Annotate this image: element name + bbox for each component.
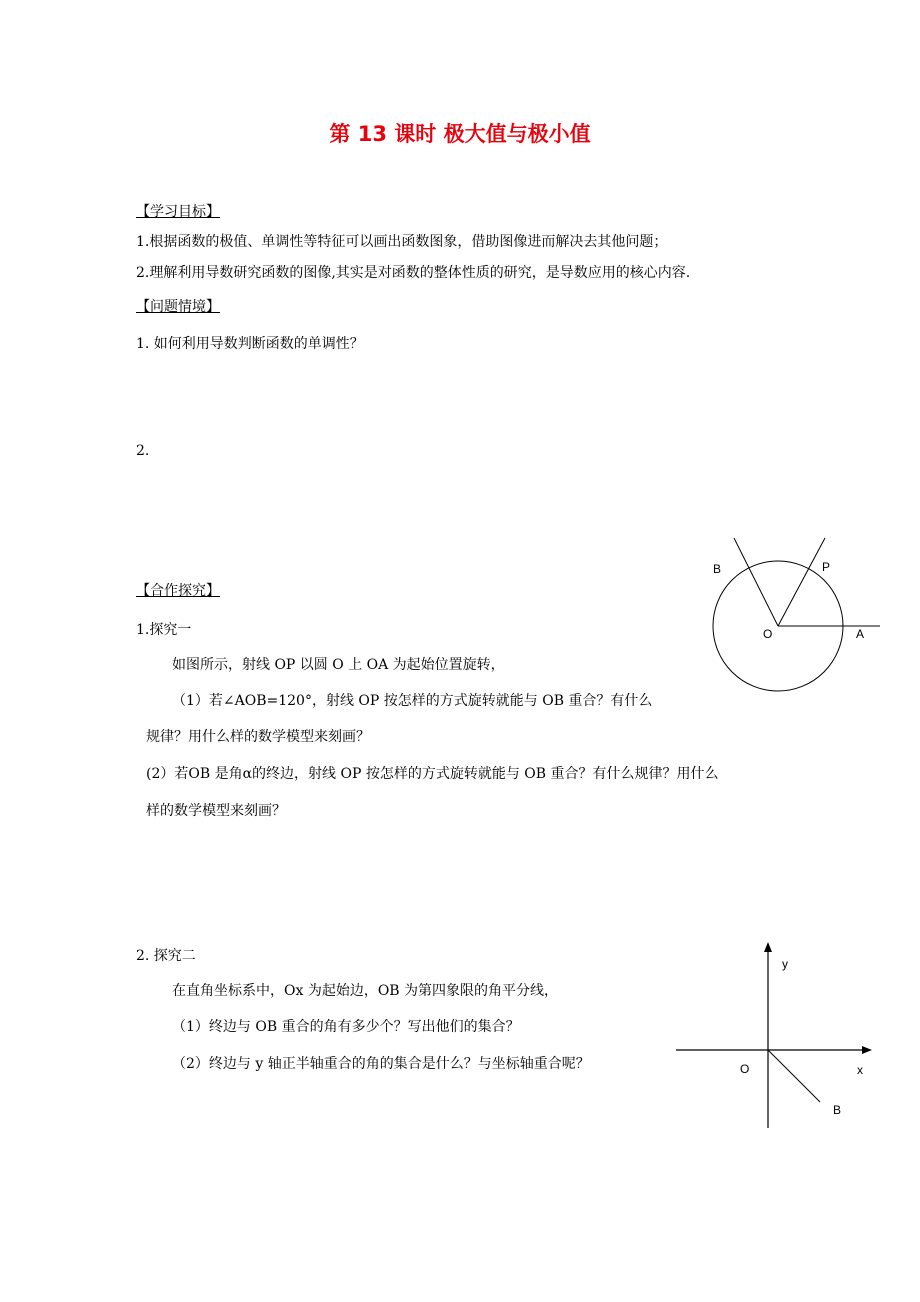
circle-rays-figure	[700, 530, 890, 710]
page-title: 第 13 课时 极大值与极小值	[329, 122, 591, 146]
ray-ob	[768, 1050, 820, 1102]
y-axis-arrow-icon	[764, 942, 772, 952]
explore-2-title: 2. 探究二	[136, 948, 196, 964]
explore-2-intro: 在直角坐标系中，Ox 为起始边，OB 为第四象限的角平分线，	[172, 983, 559, 999]
explore-1-q1-line1: （1）若∠AOB=120°，射线 OP 按怎样的方式旋转就能与 OB 重合？有什么	[172, 693, 653, 709]
explore-header: 【合作探究】	[136, 583, 220, 599]
explore-1-intro: 如图所示，射线 OP 以圆 O 上 OA 为起始位置旋转，	[172, 657, 505, 673]
situation-header: 【问题情境】	[136, 299, 220, 315]
label-y: y	[782, 957, 788, 971]
explore-2-q2: （2）终边与 y 轴正半轴重合的角的集合是什么？与坐标轴重合呢？	[172, 1056, 590, 1072]
goal-item-2: 2.理解利用导数研究函数的图像,其实是对函数的整体性质的研究，是导数应用的核心内容.	[136, 265, 691, 281]
label-b: B	[833, 1103, 842, 1117]
ray-op	[778, 538, 825, 626]
label-p: P	[822, 560, 831, 574]
goals-header: 【学习目标】	[136, 204, 220, 220]
label-b: B	[713, 562, 722, 576]
explore-1-q2-line2: 样的数学模型来刻画？	[146, 803, 286, 819]
explore-1-title: 1.探究一	[136, 622, 192, 638]
label-a: A	[856, 627, 865, 641]
explore-1-q1-line2: 规律？用什么样的数学模型来刻画？	[146, 729, 370, 745]
explore-1-q2-line1: (2）若OB 是角α的终边，射线 OP 按怎样的方式旋转就能与 OB 重合？有什么规律？用什么	[146, 766, 719, 782]
x-axis-arrow-icon	[862, 1046, 872, 1054]
label-o: O	[763, 627, 773, 641]
goal-item-1: 1.根据函数的极值、单调性等特征可以画出函数图象，借助图像进而解决去其他问题；	[136, 234, 668, 250]
explore-2-q1: （1）终边与 OB 重合的角有多少个？写出他们的集合？	[172, 1019, 520, 1035]
coordinate-axes-figure	[672, 938, 882, 1134]
ray-ob	[734, 538, 778, 626]
label-o: O	[740, 1062, 750, 1076]
situation-question-1: 1. 如何利用导数判断函数的单调性？	[136, 336, 364, 352]
label-x: x	[857, 1063, 863, 1077]
situation-question-2: 2.	[136, 443, 150, 459]
